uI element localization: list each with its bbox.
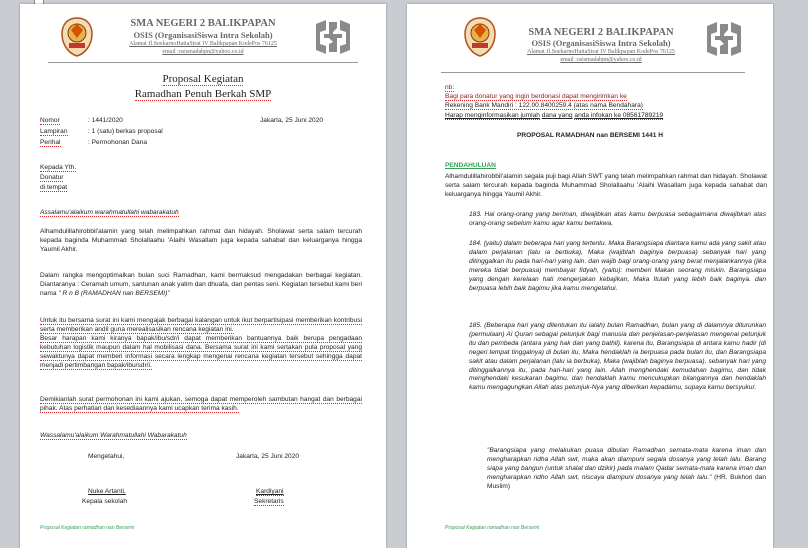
osis-logo-icon xyxy=(312,16,354,58)
school-name: SMA NEGERI 2 BALIKPAPAN xyxy=(130,18,276,29)
school-address: Alamat Jl.SoekarnoHattaStrat IV Balikpapan KodePos 76125 xyxy=(527,49,675,55)
proposal-title: Proposal Kegiatan xyxy=(162,73,244,85)
verse-184: 184. (yaitu) dalam beberapa hari yang tertentu. Maka Barangsiapa diantara kamu ada yang sakit atau dalam perjalanan (lalu ia berbuka), Maka (wajiblah baginya berpuasa) sebanyak hari yang ditinggalkan itu pada hari-hari yang lain. dan wajib bagi orang-orang yang berat menjalankannya (jika mereka tidak berpuasa) membayar fidyah, (yaitu): memberi Makan seorang miskin. Barangsiapa yang dengan kerelaan hati mengerjakan kebajikan, Maka Itulah yang lebih baik baginya. dan berpuasa lebih baik bagimu jika kamu mengetahui. xyxy=(469,240,766,292)
recipient-line-2: Donatur xyxy=(40,174,64,181)
page-footer: Proposal Kegiatan ramadhan nan Bersemi xyxy=(40,525,135,531)
school-crest-icon xyxy=(463,16,497,58)
nb-line-2: Rekening Bank Mandiri : 122.00.8400259.4 (atas nama Bendahara) xyxy=(445,102,643,109)
nb-label: nb: xyxy=(445,84,455,91)
perihal-value: : Permohonan Dana xyxy=(88,139,148,146)
header-divider xyxy=(48,62,358,63)
recipient-line-1: Kepada Yth. xyxy=(40,164,77,171)
school-crest-icon xyxy=(60,16,94,58)
lampiran-label: Lampiran xyxy=(40,128,68,135)
paragraph-request: Besar harapan kami kiranya bapak/ibu/sdr/i dapat memberikan bantuannya baik berupa pengadaan kebutuhan logistik maupun dalam hal mobilisasi dana. Bersama surat ini kami sertakan pula proposal yang sewaktunya dapat memberi informasi secara lengkap mengenai rencana kegiatan tersebut sehingga dapat menjadi pertimbangan bapak/ibu/sdr/i. xyxy=(40,335,362,369)
school-name: SMA NEGERI 2 BALIKPAPAN xyxy=(528,27,674,38)
paragraph-purpose: Dalam rangka mengoptimalkan bulan suci Ramadhan, kami bermaksud mengadakan berbagai kegiatan. Diantaranya : Ceramah umum, santunan anak yatim dan dhuafa, dan pentas seni. Kegiatan tersebut kami beri nama " R n B (RAMADHAN nan BERSEMI)" xyxy=(40,272,362,297)
verse-185: 185. (Beberapa hari yang ditentukan itu ialah) bulan Ramadhan, bulan yang di dalamnya diturunkan (permulaan) Al Quran sebagai petunjuk bagi manusia dan penjelasan-penjelasan mengenai petunjuk itu dan pembeda (antara yang hak dan yang bathil). karena itu, Barangsiapa di antara kamu hadir (di negeri tempat tinggalnya) di bulan itu, Maka hendaklah ia berpuasa pada bulan itu, dan Barangsiapa sakit atau dalam perjalanan (lalu ia berbuka), Maka (wajiblah baginya berpuasa), sebanyak hari yang ditinggalkannya itu, pada hari-hari yang lain. Allah menghendaki kemudahan bagimu, dan tidak menghendaki kesukaran bagimu. dan hendaklah kamu mencukupkan bilangannya dan hendaklah kamu mengagungkan Allah atas petunjuk-Nya yang diberikan kepadamu, supaya kamu bersyukur. xyxy=(469,322,766,392)
school-address: Alamat Jl.SoekarnoHattaStrat IV Balikpapan KodePos 76125 xyxy=(129,41,277,47)
document-page-1 xyxy=(20,4,386,548)
verse-183: 183. Hai orang-orang yang beriman, diwajibkan atas kamu berpuasa sebagaimana diwajibkan atas orang-orang sebelum kamu agar kamu bertakwa, xyxy=(469,211,766,227)
signer-2-role: Sekretaris xyxy=(254,498,284,505)
nomor-label: Nomor xyxy=(40,117,60,124)
proposal-subtitle: Ramadhan Penuh Berkah SMP xyxy=(134,88,272,100)
mengetahui-label: Mengetahui, xyxy=(88,453,125,460)
signer-2-name: Kardiyani xyxy=(256,488,284,495)
nb-line-1: Bagi para donatur yang ingin berdonasi dapat mengirimkan ke xyxy=(445,93,627,100)
signer-1-name: Nuke Artanti, xyxy=(88,488,126,495)
document-page-2 xyxy=(407,4,773,548)
signer-1-role: Kepala sekolah xyxy=(82,498,128,505)
page-footer: Proposal Kegiatan ramadhan nan Bersemi xyxy=(445,525,540,531)
paragraph-invitation: Untuk itu bersama surat ini kami mengajak berbagai kalangan untuk ikut berpartisipasi memberikan kontribusi serta memberikan andil guna merealisasikan rencana kegiatan ini. xyxy=(40,317,362,333)
paragraph-opening: Alhamdulillahirobbil'alamin yang telah melimpahkan rahmat dan hidayah. Sholawat serta salam tercurah kepada baginda Muhammad Sholallaahu 'Alaihi Wasallam juga kepada sahabat dan keluarganya hingga Yaumil Akhir. xyxy=(40,228,362,253)
lampiran-value: : 1 (satu) berkas proposal xyxy=(88,128,163,135)
paragraph-closing: Demikianlah surat permohonan ini kami ajukan, semoga dapat memperoleh sambutan hangat dan berbagai pihak. Atas perhatian dan kesediaannya kami ucapkan terima kasih. xyxy=(40,396,362,412)
header-divider xyxy=(441,72,745,73)
osis-name: OSIS (OrganisasiSiswa Intra Sekolah) xyxy=(133,30,273,40)
section-pendahuluan: PENDAHULUAN xyxy=(445,162,496,169)
intro-paragraph: Alhamdulillahirobbil'alamin segala puji bagi Allah SWT yang telah melimpahkan rahmat dan hidayah. Sholawat serta salam tercurah kepada baginda Muhammad Sholallaahu 'Alaihi Wasallam juga kepada sahabat dan keluarganya hingga Yaumil Akhir. xyxy=(445,173,767,198)
perihal-label: Perihal xyxy=(40,139,61,146)
osis-name: OSIS (OrganisasiSiswa Intra Sekolah) xyxy=(531,38,671,48)
nb-line-3: Harap menginformasikan jumlah dana yang anda infokan ke 08561789219 xyxy=(445,112,664,119)
recipient-line-3: di tempat xyxy=(40,184,68,191)
closing-salam: Wassalamu'alaikum Warahmatullahi Wabarakatuh xyxy=(40,432,187,439)
opening-salam: Assalamu'alaikum warahmatullahi wabarakatuh xyxy=(40,209,179,216)
school-email: email :osismadabpn@yahoo.co.id xyxy=(162,49,244,55)
page2-title: PROPOSAL RAMADHAN nan BERSEMI 1441 H xyxy=(516,132,664,139)
letter-date: Jakarta, 25 Juni 2020 xyxy=(260,117,324,124)
school-email: email :osismadabpn@yahoo.co.id xyxy=(560,57,642,63)
nomor-value: : 1441/2020 xyxy=(88,117,123,124)
hadith-quote: "Barangsiapa yang melakukan puasa dibulan Ramadhan semata-mata karena iman dan mengharapkan ridha Allah swt, maka akan diampuni segala dosanya yang telah lalu. Barang siapa yang bangun (untuk shalat dan dzikir) pada malam Qadar semata-mata karena iman dan mengharapkan ridho Allah swt, niscaya diampuni dosanya yang telah lalu." (HR. Bukhori dan Muslim) xyxy=(487,447,767,490)
osis-logo-icon xyxy=(703,18,745,60)
sign-date: Jakarta, 25 Juni 2020 xyxy=(236,453,300,460)
